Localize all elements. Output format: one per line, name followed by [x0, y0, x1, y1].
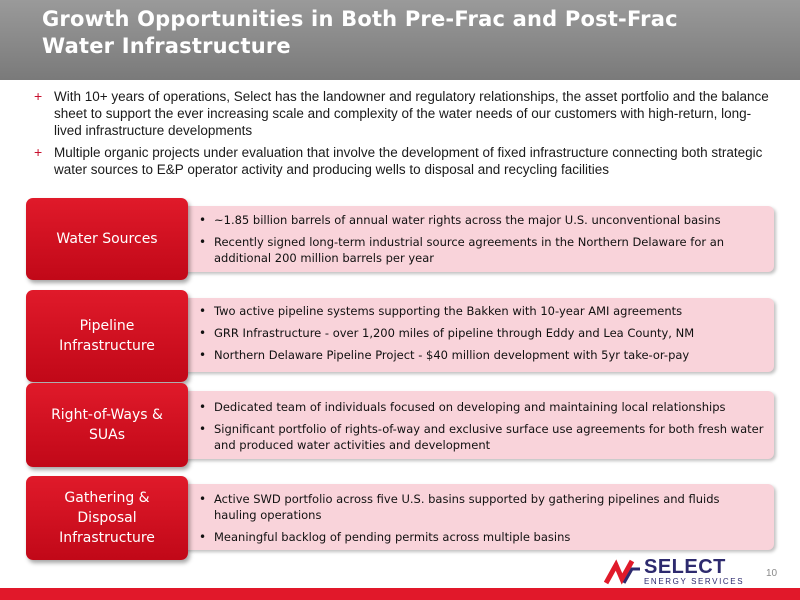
bullet-item: • Recently signed long-term industrial source agreements in the Northern Delaware for an additional 200 million barrels per year [198, 234, 764, 266]
bullet-item: • Northern Delaware Pipeline Project - $40 million development with 5yr take-or-pay [198, 347, 764, 363]
section-label-line: Pipeline [79, 318, 135, 334]
bullet-item: • Active SWD portfolio across five U.S. basins supported by gathering pipelines and fluids hauling operations [198, 491, 764, 523]
bullet-item: • Significant portfolio of rights-of-way and exclusive surface use agreements for both fresh water and produced water activities and development [198, 421, 764, 453]
section-label-line: Right-of-Ways & [51, 407, 163, 423]
section-label [26, 476, 188, 560]
bullet-item: • Dedicated team of individuals focused on developing and maintaining local relationships [198, 399, 764, 415]
slide-header [0, 0, 800, 80]
bullet-item: • Meaningful backlog of pending permits across multiple basins [198, 529, 764, 545]
company-logo [604, 557, 746, 587]
logo-wordmark: SELECT [644, 556, 726, 578]
plus-bullet-icon: + [34, 88, 43, 104]
section-water-sources [26, 198, 774, 280]
section-label [26, 383, 188, 467]
section-bullets [198, 399, 764, 459]
section-label-line: Disposal [77, 510, 137, 526]
section-right-of-ways [26, 383, 774, 467]
bullet-item: • GRR Infrastructure - over 1,200 miles of pipeline through Eddy and Lea County, NM [198, 325, 764, 341]
intro-item [34, 144, 774, 178]
slide-title [42, 6, 782, 60]
section-label [26, 290, 188, 382]
bullet-item: • Two active pipeline systems supporting the Bakken with 10-year AMI agreements [198, 303, 764, 319]
section-bullets [198, 491, 764, 551]
section-bullets [198, 303, 764, 369]
plus-bullet-icon: + [34, 144, 43, 160]
intro-item [34, 88, 774, 139]
section-label-line: Infrastructure [59, 338, 155, 354]
section-gathering-disposal [26, 476, 774, 560]
intro-text: Multiple organic projects under evaluation that involve the development of fixed infrastructure connecting both strategic water sources to E&P operator activity and producing wells to disposal and recycling facilities [54, 145, 763, 177]
section-label-line: Gathering & [64, 490, 150, 506]
section-label-line: SUAs [88, 427, 125, 443]
section-bullets [198, 212, 764, 272]
section-label-line: Infrastructure [59, 530, 155, 546]
footer-bar [0, 588, 800, 600]
slide-title-line-1: Growth Opportunities in Both Pre-Frac and Post-Frac [42, 7, 678, 31]
logo-subtitle: ENERGY SERVICES [644, 577, 745, 586]
intro-list [34, 88, 774, 183]
bullet-item: • ~1.85 billion barrels of annual water rights across the major U.S. unconventional basins [198, 212, 764, 228]
slide-title-line-2: Water Infrastructure [42, 34, 291, 58]
section-pipeline-infrastructure [26, 290, 774, 382]
section-label [26, 198, 188, 280]
page-number: 10 [766, 568, 778, 579]
select-logo-mark-icon [604, 557, 642, 587]
intro-text: With 10+ years of operations, Select has the landowner and regulatory relationships, the asset portfolio and the balance sheet to support the ever increasing scale and complexity of the water needs of our customers with high-return, long-lived infrastructure developments [54, 89, 769, 138]
section-label-line: Water Sources [56, 231, 158, 247]
